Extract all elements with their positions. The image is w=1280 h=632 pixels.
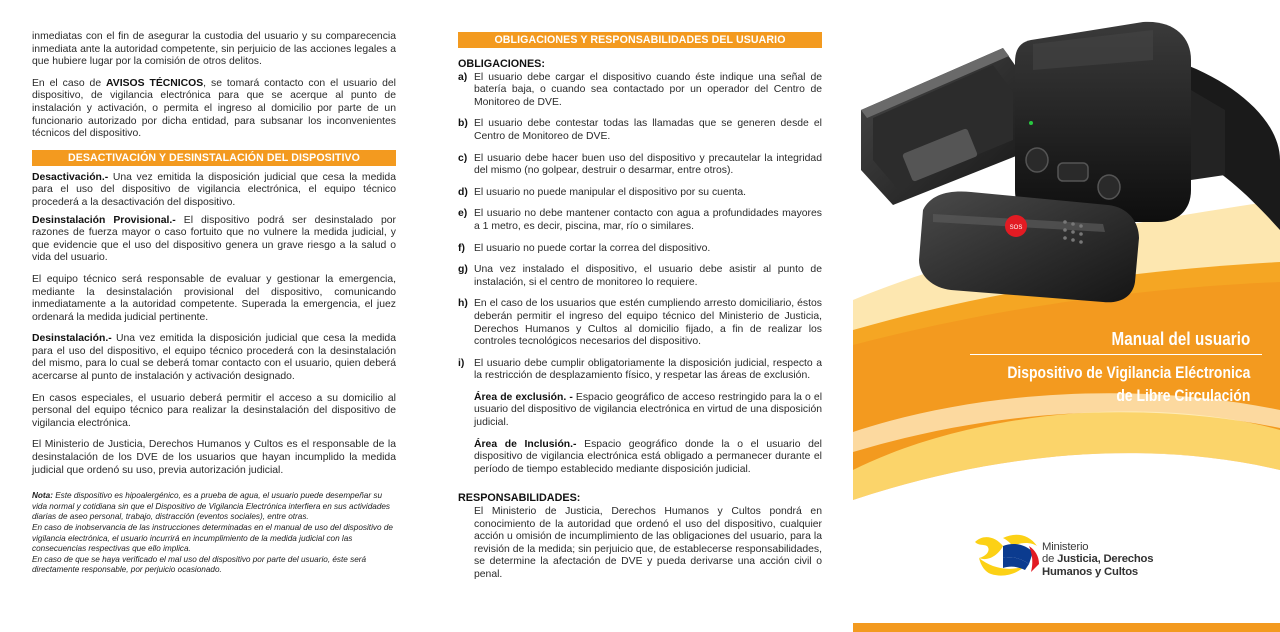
left-column — [32, 0, 396, 576]
cover-artwork — [853, 0, 1280, 632]
obligacion-item — [458, 208, 822, 233]
obligaciones-banner: OBLIGACIONES Y RESPONSABILIDADES DEL USUARIO — [458, 32, 822, 48]
obligacion-item — [458, 118, 822, 143]
obligaciones-title: OBLIGACIONES: — [458, 58, 545, 70]
device-ankle-unit — [1015, 22, 1225, 222]
intro-paragraph: inmediatas con el fin de asegurar la custodia del usuario y su comparecencia inmediata ante la autoridad competente, sin perjuicio de las acciones legales a que hubiere lugar por la comisión de otros delitos. — [32, 31, 396, 68]
nota-block: Nota: Este dispositivo es hipoalergénico, es a prueba de agua, el usuario puede desempeñar su vida normal y cotidiana sin que el Dispositivo de Vigilancia Electrónica interfiera en sus actividades diarias de aseo personal, trabajo, distracción (eventos sociales), entre otras. En caso de inobservancia de las instrucciones determinadas en el manual de uso del dispositivo de vigilancia electrónica, el usuario incurrirá en incumplimiento de la medida judicial con las consecuencias respectivas que ello implica. En caso de que se haya verificado el mal uso del dispositivo por parte del usuario, éste será directamente responsable, por perjuicio ocasionado. — [32, 491, 396, 576]
responsabilidades-paragraph: El Ministerio de Justicia, Derechos Humanos y Cultos pondrá en conocimiento de la autoridad que ordenó el uso del dispositivo, cualquier acción u omisión de incumplimiento de las obligaciones del usuario, para la revisión de la medida; sin perjuicio que, de establecerse responsabilidades, se determine la afectación de DVE y pueda derivarse una acción civil o penal. — [474, 506, 822, 580]
obligacion-text: El usuario no puede manipular el dispositivo por su cuenta. — [474, 186, 747, 198]
cover-panel — [853, 0, 1280, 632]
desactivacion-banner: DESACTIVACIÓN Y DESINSTALACIÓN DEL DISPOSITIVO — [32, 150, 396, 166]
nota-label: Nota: — [32, 491, 53, 501]
obligacion-text: El usuario no debe mantener contacto con agua a profundidades mayores a 1 metro, es decir, piscina, mar, río o similares. — [474, 208, 822, 232]
equipo-tecnico-paragraph: El equipo técnico será responsable de evaluar y gestionar la emergencia, mediante la desinstalación provisional del dispositivo, comunicando inmediatamente a la autoridad competente. Superada la emergencia, el juez ordenará la medida judicial pertinente. — [32, 273, 396, 323]
obligacion-text: El usuario debe hacer buen uso del dispositivo y precautelar la integridad del mismo (no golpear, destruir o desarmar, entre otros). — [474, 152, 822, 177]
obligacion-text: El usuario debe contestar todas las llamadas que se generen desde el Centro de Monitoreo de DVE. — [474, 118, 822, 142]
responsabilidades-title: RESPONSABILIDADES: — [458, 492, 581, 505]
cover-bottom-bar — [853, 623, 1280, 632]
ministerio-paragraph: El Ministerio de Justicia, Derechos Humanos y Cultos es el responsable de la desinstalación de los DVE de los usuarios que hayan incumplido la medida judicial que ordenó su uso, previa autorización judicial. — [32, 439, 396, 476]
sos-button-label: SOS — [1009, 225, 1023, 231]
obligacion-key: c) — [458, 152, 468, 164]
obligacion-text: En el caso de los usuarios que estén cumpliendo arresto domiciliario, éstos deberán permitir el ingreso del equipo técnico del Ministerio de Justicia, Derechos Humanos y Cultos al domicilio fijado, a fin de realizar los controles tecnológicos necesarios del dispositivo. — [474, 298, 822, 348]
cover-title: Manual del usuario — [1111, 328, 1250, 349]
obligacion-item — [458, 264, 822, 289]
obligacion-key: g) — [458, 264, 468, 276]
cover-subtitle: Dispositivo de Vigilancia Eléctronica de Libre Circulación — [1006, 363, 1250, 405]
nota-line-3: En caso de que se haya verificado el mal uso del dispositivo por parte del usuario, éste será directamente responsable, por perjuicio ocasionado. — [32, 554, 367, 575]
obligacion-key: f) — [458, 242, 465, 254]
desinstalacion-paragraph: Desinstalación.- Una vez emitida la disposición judicial que cesa la medida para el uso del dispositivo, el equipo técnico procederá con la desinstalación del mismo, para lo cual se deberá tomar contacto con el usuario, quien deberá acercarse al punto de instalación y activación designado. — [32, 333, 396, 383]
nota-line-2: En caso de inobservancia de las instrucciones determinadas en el manual de uso del dispositivo de vigilancia electrónica, el usuario incurrirá en incumplimiento de la medida judicial con las consecuencias respectivas que ello implica. — [32, 523, 393, 554]
obligacion-text: El usuario debe cumplir obligatoriamente la disposición judicial, respecto a la restricción de desplazamiento físico, y respetar las áreas de exclusión. — [474, 357, 822, 382]
desinstalacion-provisional-paragraph: Desinstalación Provisional.- El dispositivo podrá ser desinstalado por razones de fuerza mayor o caso fortuito que no vulnere la medida judicial, y que evidencie que el uso del dispositivo genera un grave riesgo a la salud o vida del usuario. — [32, 214, 396, 264]
device-charger — [861, 48, 1031, 205]
ministry-name: Ministerio de Justicia, Derechos Humanos y Cultos — [1042, 541, 1154, 578]
casos-especiales-paragraph: En casos especiales, el usuario deberá permitir el acceso a su domicilio al personal del equipo técnico para realizar la desinstalación del dispositivo de vigilancia electrónica. — [32, 392, 396, 429]
ministry-logo-icon — [973, 528, 1043, 580]
middle-column — [458, 0, 822, 591]
obligacion-text: El usuario no puede cortar la correa del dispositivo. — [474, 242, 711, 254]
obligacion-key: d) — [458, 186, 468, 198]
avisos-bold: AVISOS TÉCNICOS — [106, 77, 204, 89]
obligacion-item — [458, 243, 822, 256]
obligacion-item — [458, 153, 822, 178]
obligacion-item — [458, 72, 822, 110]
area-exclusion-paragraph: Área de exclusión. - Espacio geográfico de acceso restringido para la o el usuario del dispositivo de vigilancia electrónica en virtud de una disposición judicial. — [474, 391, 822, 429]
obligacion-text: Una vez instalado el dispositivo, el usuario debe asistir al punto de instalación, si el centro de monitoreo lo requiere. — [474, 264, 822, 288]
obligacion-text: El usuario debe cargar el dispositivo cuando éste indique una señal de batería baja, o cuando sea contactado por un operador del Centro de Monitoreo de DVE. — [474, 71, 822, 108]
obligacion-key: h) — [458, 298, 468, 310]
obligacion-key: a) — [458, 71, 468, 83]
obligacion-item — [458, 187, 822, 200]
obligacion-item — [458, 358, 822, 383]
obligaciones-list — [458, 72, 822, 383]
area-inclusion-paragraph: Área de Inclusión.- Espacio geográfico donde la o el usuario del dispositivo de vigilancia electrónica está obligado a permanecer durante el período de tiempo establecido mediante disposición judicial. — [474, 438, 822, 475]
obligacion-key: i) — [458, 357, 465, 369]
obligacion-item — [458, 298, 822, 348]
cover-title-divider — [970, 354, 1262, 355]
avisos-paragraph: En el caso de AVISOS TÉCNICOS, se tomará contacto con el usuario del dispositivo, de vigilancia electrónica para que se acerque al punto de instalación y activación, o permita el ingreso al domicilio por parte de un funcionario autorizado por dicha entidad, para subsanar los inconvenientes técnicos del dispositivo. — [32, 77, 396, 140]
device-tracker — [919, 192, 1139, 303]
obligacion-key: b) — [458, 118, 468, 130]
desactivacion-paragraph: Desactivación.- Una vez emitida la disposición judicial que cesa la medida para el uso del dispositivo de vigilancia electrónica, el equipo técnico procederá a la desactivación del dispositivo. — [32, 171, 396, 208]
obligacion-key: e) — [458, 208, 468, 220]
